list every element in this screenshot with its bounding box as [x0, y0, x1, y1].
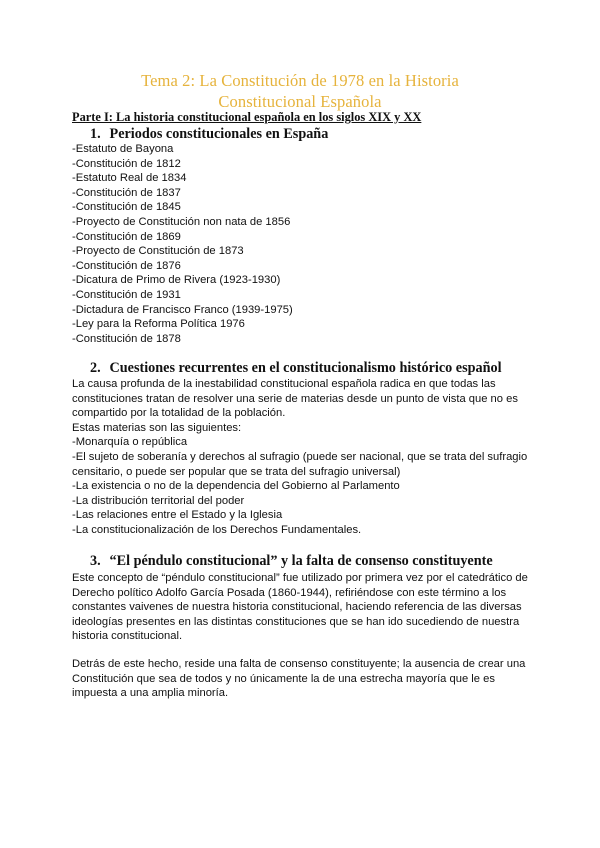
list-item: -Proyecto de Constitución de 1873	[72, 245, 244, 258]
text-line: constituciones tratan de resolver una serie de materias desde un punto de vista que no es	[72, 392, 518, 405]
list-item: -Dictadura de Francisco Franco (1939-1975)	[72, 303, 293, 316]
list-item: -Constitución de 1876	[72, 259, 181, 272]
constitutional-periods-list	[72, 142, 293, 346]
section-2-number: 2.	[90, 360, 101, 376]
text-line: Estas materias son las siguientes:	[72, 421, 242, 434]
text-line: -La distribución territorial del poder	[72, 494, 245, 507]
section-2-body	[72, 377, 534, 538]
title-line-2: Constitucional Española	[218, 92, 382, 111]
list-item: -Constitución de 1837	[72, 186, 181, 199]
text-line: -Las relaciones entre el Estado y la Iglesia	[72, 509, 283, 522]
section-3-paragraph-2	[72, 657, 534, 701]
list-item: -Proyecto de Constitución non nata de 1856	[72, 215, 291, 228]
text-line: Constitución que sea de todos y no únicamente la de una estrecha mayoría que le es	[72, 672, 495, 685]
list-item: -Constitución de 1812	[72, 157, 181, 170]
list-item: -Constitución de 1878	[72, 332, 181, 345]
list-item: -Constitución de 1931	[72, 288, 181, 301]
section-3-heading	[90, 553, 493, 570]
list-item: -Constitución de 1869	[72, 230, 181, 243]
section-3-title: “El péndulo constitucional” y la falta de consenso constituyente	[109, 553, 493, 569]
text-line: impuesta a una amplia minoría.	[72, 687, 229, 700]
list-item: -Constitución de 1845	[72, 201, 181, 214]
text-line: -La constitucionalización de los Derechos Fundamentales.	[72, 523, 362, 536]
part-heading: Parte I: La historia constitucional española en los siglos XIX y XX	[72, 110, 422, 124]
text-line: Detrás de este hecho, reside una falta de consenso constituyente; la ausencia de crear una	[72, 658, 526, 670]
text-line: compartido por la totalidad de la población.	[72, 407, 286, 420]
text-line: Este concepto de “péndulo constitucional” fue utilizado por primera vez por el catedrático de	[72, 572, 528, 584]
section-3-paragraph-1	[72, 571, 534, 644]
list-item: -Dicatura de Primo de Rivera (1923-1930)	[72, 274, 281, 287]
text-line: -Monarquía o república	[72, 436, 188, 449]
section-2-heading	[90, 360, 502, 377]
text-line: La causa profunda de la inestabilidad constitucional española radica en que todas las	[72, 378, 496, 390]
text-line: Derecho político Adolfo García Posada (1860-1944), refiriéndose con este término a los	[72, 586, 507, 599]
text-line: censitario, o puede ser popular que se trata del sufragio universal)	[72, 465, 401, 478]
section-2-title: Cuestiones recurrentes en el constitucionalismo histórico español	[109, 360, 502, 376]
section-1-title: Periodos constitucionales en España	[109, 126, 329, 142]
list-item: -Estatuto de Bayona	[72, 143, 174, 155]
title-line-1: Tema 2: La Constitución de 1978 en la Historia	[141, 71, 459, 90]
text-line: -El sujeto de soberanía y derechos al sufragio (puede ser nacional, que se trata del sufragio	[72, 450, 528, 463]
text-line: historia constitucional.	[72, 630, 183, 643]
list-item: -Ley para la Reforma Política 1976	[72, 318, 245, 331]
document-title	[0, 70, 600, 112]
list-item: -Estatuto Real de 1834	[72, 172, 187, 185]
section-3-number: 3.	[90, 553, 101, 569]
text-line: ideologías presentes en las distintas constituciones que se han ido sucediendo de nuestra	[72, 615, 520, 628]
text-line: -La existencia o no de la dependencia del Gobierno al Parlamento	[72, 480, 400, 493]
section-1-heading	[90, 126, 328, 143]
text-line: constantes vaivenes de nuestra historia constitucional, haciendo referencia de las diversas	[72, 601, 522, 614]
section-1-number: 1.	[90, 126, 101, 142]
